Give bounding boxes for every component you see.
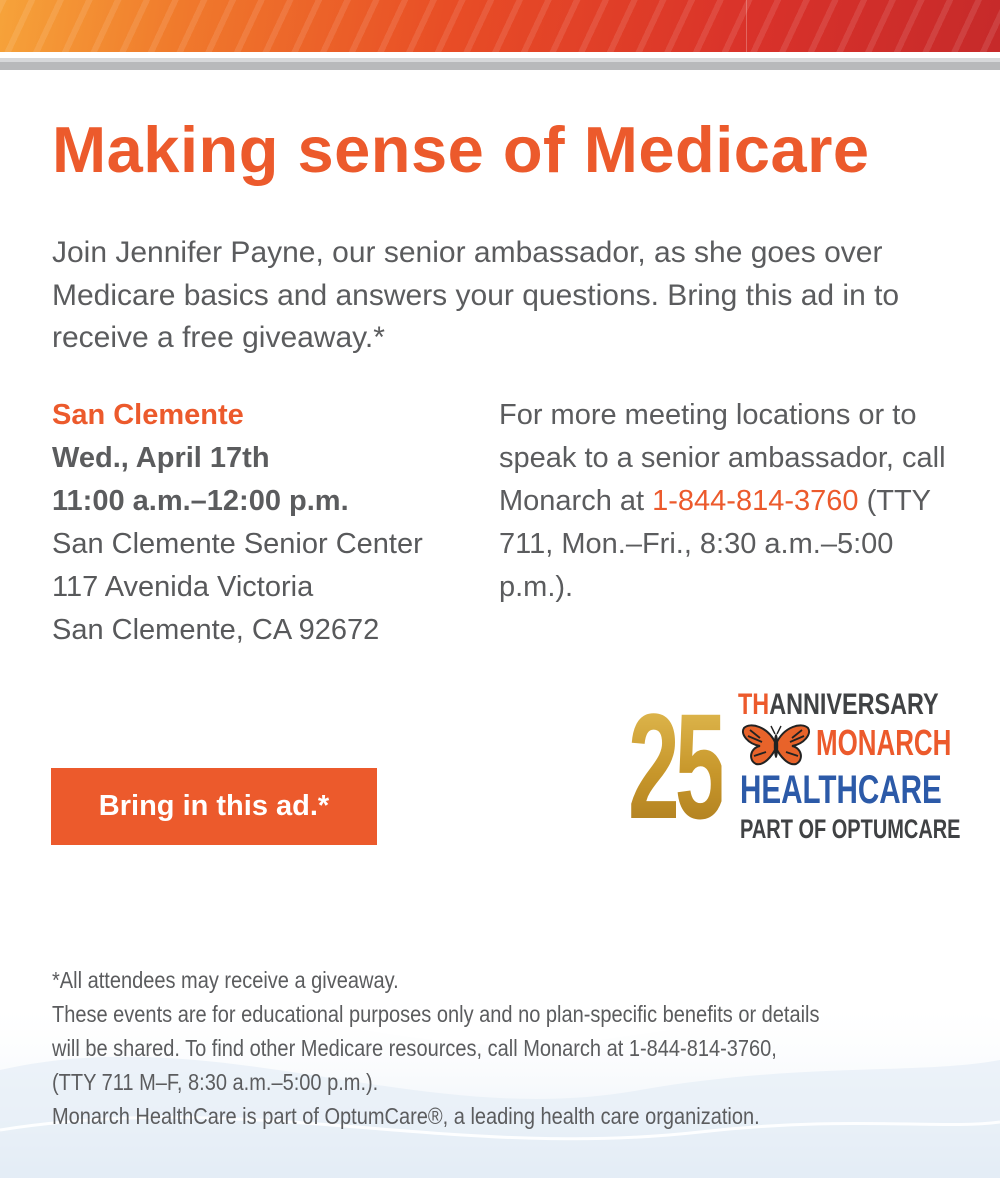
logo-superscript: TH (738, 688, 770, 721)
more-info-hours: (TTY 711, Mon.–Fri., 8:30 a.m.–5:00 p.m.). (499, 485, 931, 603)
footer-line: will be shared. To find other Medicare resources, call Monarch at 1-844-814-3760, (52, 1035, 777, 1061)
page-title: Making sense of Medicare (52, 113, 870, 186)
event-date: Wed., April 17th (52, 442, 270, 474)
footer-line: These events are for educational purposes only and no plan-specific benefits or details (52, 1001, 820, 1027)
event-venue: San Clemente Senior Center (52, 528, 423, 560)
logo-anniversary-text: ANNIVERSARY (769, 688, 939, 721)
footer-line: Monarch HealthCare is part of OptumCare®, a leading health care organization. (52, 1103, 760, 1129)
event-street: 117 Avenida Victoria (52, 571, 314, 603)
logo-brand-bottom: HEALTHCARE (740, 768, 942, 812)
phone-link[interactable]: 1-844-814-3760 (652, 485, 859, 517)
more-info-lead: For more meeting locations or to speak to a senior ambassador, call Monarch at (499, 399, 946, 517)
event-details (52, 394, 492, 652)
more-info-text (499, 394, 969, 609)
banner-rays (0, 0, 1000, 52)
logo-brand-top: MONARCH (816, 722, 952, 763)
divider-highlight (0, 58, 1000, 62)
monarch-anniversary-logo (628, 682, 961, 850)
footer-line: (TTY 711 M–F, 8:30 a.m.–5:00 p.m.). (52, 1069, 379, 1095)
banner-seam (746, 0, 747, 52)
footer-disclaimer (52, 963, 962, 1133)
logo-number-text: 25 (628, 682, 722, 850)
event-city: San Clemente (52, 399, 244, 431)
event-time: 11:00 a.m.–12:00 p.m. (52, 485, 349, 517)
intro-text: Join Jennifer Payne, our senior ambassador, as she goes over Medicare basics and answers your questions. Bring this ad in to receive a free giveaway.* (52, 236, 900, 354)
logo-tagline: PART OF OPTUMCARE (740, 814, 961, 844)
butterfly-icon (740, 722, 812, 768)
divider-bar (0, 58, 1000, 70)
logo-anniversary (738, 688, 939, 722)
event-city-state-zip: San Clemente, CA 92672 (52, 614, 380, 646)
logo-number (628, 682, 722, 850)
bring-ad-button[interactable]: Bring in this ad.* (51, 768, 377, 845)
footer-line: *All attendees may receive a giveaway. (52, 967, 399, 993)
header-banner (0, 0, 1000, 52)
